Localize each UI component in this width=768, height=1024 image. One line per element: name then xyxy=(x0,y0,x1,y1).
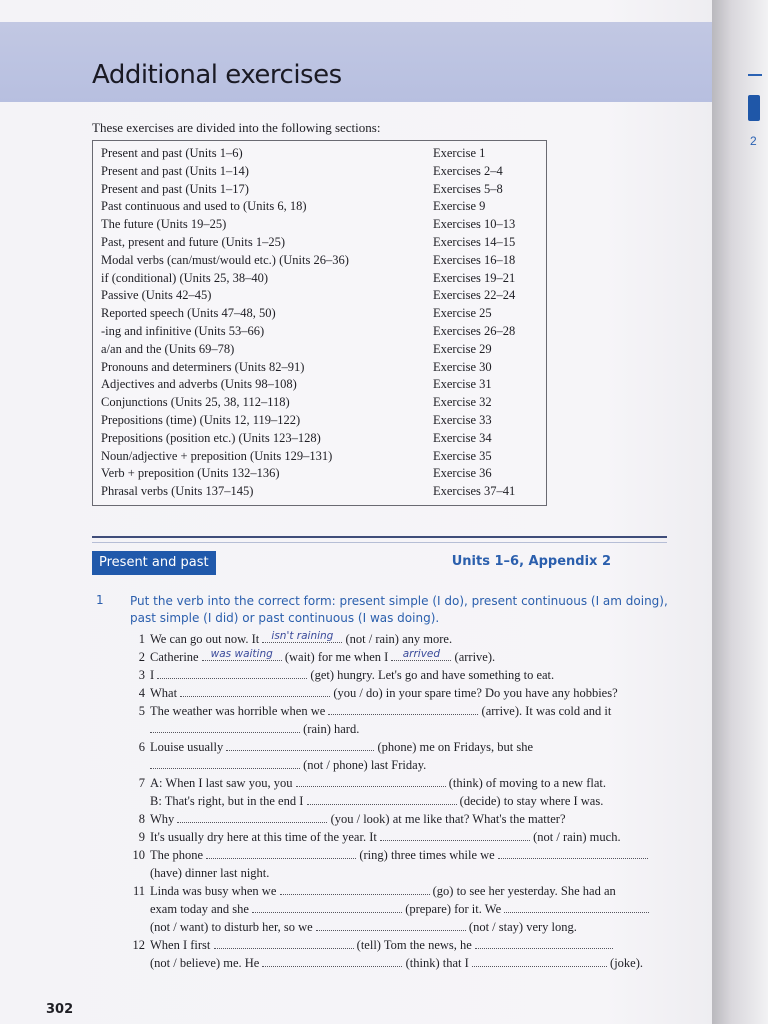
section-row xyxy=(101,180,538,198)
question-text: (arrive). xyxy=(451,650,496,664)
question-text: I xyxy=(150,668,158,682)
question-text: (think) that I xyxy=(402,956,472,970)
answer-blank[interactable] xyxy=(150,756,300,769)
section-exercises: Exercises 10–13 xyxy=(433,217,516,232)
page-title: Additional exercises xyxy=(92,60,342,90)
section-row xyxy=(101,340,538,358)
page-number: 302 xyxy=(46,1002,74,1017)
exercise-line xyxy=(110,720,670,738)
section-exercises: Exercise 34 xyxy=(433,430,492,445)
section-exercises: Exercises 2–4 xyxy=(433,163,503,178)
question-text: (get) hungry. Let's go and have something to eat. xyxy=(307,668,555,682)
section-divider xyxy=(92,536,667,538)
question-text: (go) to see her yesterday. She had an xyxy=(429,884,616,898)
question-text: Linda was busy when we xyxy=(150,884,280,898)
question-text: (phone) me on Fridays, but she xyxy=(374,740,534,754)
question-text: What xyxy=(150,686,181,700)
edge-number: 2 xyxy=(750,134,757,148)
question-text: (tell) Tom the news, he xyxy=(353,938,475,952)
sections-table xyxy=(92,140,547,506)
section-row xyxy=(101,251,538,269)
question-number: 6 xyxy=(138,740,145,754)
section-label: Conjunctions (Units 25, 38, 112–118) xyxy=(101,395,290,410)
section-exercises: Exercises 14–15 xyxy=(433,235,516,249)
answer-blank[interactable] xyxy=(296,774,446,787)
question-text: Louise usually xyxy=(150,740,227,754)
answer-blank[interactable] xyxy=(498,846,648,859)
section-label: -ing and infinitive (Units 53–66) xyxy=(101,324,265,338)
question-number: 7 xyxy=(138,776,145,790)
section-exercises: Exercise 30 xyxy=(433,359,492,374)
section-row xyxy=(101,464,538,482)
section-label: Present and past (Units 1–14) xyxy=(101,163,249,178)
section-label: a/an and the (Units 69–78) xyxy=(101,341,235,356)
exercise-line xyxy=(110,684,670,702)
section-label: Reported speech (Units 47–48, 50) xyxy=(101,306,276,321)
section-exercises: Exercises 26–28 xyxy=(433,324,516,338)
question-text: (think) of moving to a new flat. xyxy=(445,776,606,790)
question-number: 1 xyxy=(138,632,145,646)
page-edge xyxy=(712,0,768,1024)
section-label: Modal verbs (can/must/would etc.) (Units 26–36) xyxy=(101,252,349,267)
intro-text: These exercises are divided into the following sections: xyxy=(92,120,381,135)
section-exercises: Exercises 5–8 xyxy=(433,181,503,196)
question-text: (you / do) in your spare time? Do you have any hobbies? xyxy=(330,686,618,700)
answer-blank[interactable] xyxy=(202,648,282,661)
section-exercises: Exercise 1 xyxy=(433,146,486,160)
answer-blank[interactable] xyxy=(475,936,613,949)
handwritten-answer: was waiting xyxy=(210,648,273,660)
question-number: 10 xyxy=(132,848,145,862)
answer-blank[interactable] xyxy=(150,720,300,733)
answer-blank[interactable] xyxy=(316,918,466,931)
edge-mark xyxy=(748,74,762,76)
exercise-line xyxy=(110,918,670,936)
answer-blank[interactable] xyxy=(472,954,607,967)
exercise-line xyxy=(110,630,670,648)
exercise-line xyxy=(110,648,670,666)
section-exercises: Exercise 36 xyxy=(433,466,492,481)
section-row xyxy=(101,429,538,447)
answer-blank[interactable] xyxy=(252,900,402,913)
section-label: Pronouns and determiners (Units 82–91) xyxy=(101,359,305,374)
section-label: Prepositions (position etc.) (Units 123–128) xyxy=(101,430,321,445)
section-label: The future (Units 19–25) xyxy=(101,217,227,232)
exercise-line xyxy=(110,810,670,828)
question-text: The weather was horrible when we xyxy=(150,704,329,718)
section-divider-light xyxy=(92,542,667,543)
section-exercises: Exercises 19–21 xyxy=(433,270,516,285)
section-exercises: Exercise 9 xyxy=(433,199,486,214)
exercise-line xyxy=(110,954,670,972)
exercise-line xyxy=(110,738,670,756)
section-label: Present and past (Units 1–6) xyxy=(101,146,243,160)
section-row xyxy=(101,482,538,500)
section-label: Phrasal verbs (Units 137–145) xyxy=(101,484,254,499)
question-text: Why xyxy=(150,812,178,826)
section-row xyxy=(101,286,538,304)
exercise-line xyxy=(110,774,670,792)
section-row xyxy=(101,411,538,429)
question-text: It's usually dry here at this time of the year. It xyxy=(150,830,380,844)
section-label: Prepositions (time) (Units 12, 119–122) xyxy=(101,413,301,427)
exercise-line xyxy=(110,936,670,954)
question-number: 4 xyxy=(138,686,145,700)
exercise-line xyxy=(110,846,670,864)
question-number: 11 xyxy=(132,884,145,898)
question-text: (not / phone) last Friday. xyxy=(300,758,427,772)
exercise-line xyxy=(110,666,670,684)
question-text: (prepare) for it. We xyxy=(402,902,505,916)
question-text: (wait) for me when I xyxy=(281,650,392,664)
handwritten-answer: arrived xyxy=(402,648,441,660)
question-text: (you / look) at me like that? What's the matter? xyxy=(327,812,566,826)
section-label: if (conditional) (Units 25, 38–40) xyxy=(101,270,268,285)
question-text: (not / rain) any more. xyxy=(342,632,453,646)
section-label: Adjectives and adverbs (Units 98–108) xyxy=(101,377,297,392)
answer-blank[interactable] xyxy=(262,954,402,967)
section-exercises: Exercises 16–18 xyxy=(433,252,516,267)
answer-blank[interactable] xyxy=(380,828,530,841)
question-text: (not / believe) me. He xyxy=(150,956,263,970)
section-row xyxy=(101,269,538,287)
question-text: We can go out now. It xyxy=(150,632,263,646)
section-row xyxy=(101,322,538,340)
question-text: (have) dinner last night. xyxy=(150,866,270,880)
section-row xyxy=(101,358,538,376)
answer-blank[interactable] xyxy=(180,684,330,697)
section-label: Past continuous and used to (Units 6, 18) xyxy=(101,199,307,214)
question-number: 2 xyxy=(138,650,145,664)
question-text: (arrive). It was cold and it xyxy=(478,704,612,718)
question-text: (not / rain) much. xyxy=(529,830,621,844)
question-text: A: When I last saw you, you xyxy=(150,776,296,790)
section-row xyxy=(101,393,538,411)
section-row xyxy=(101,375,538,393)
exercise-line xyxy=(110,900,670,918)
section-label: Verb + preposition (Units 132–136) xyxy=(101,466,280,481)
question-number: 8 xyxy=(138,812,145,826)
section-row xyxy=(101,144,538,162)
answer-blank[interactable] xyxy=(226,738,374,751)
answer-blank[interactable] xyxy=(214,936,354,949)
answer-blank[interactable] xyxy=(177,810,327,823)
section-heading: Present and past xyxy=(92,551,216,575)
exercise-line xyxy=(110,864,670,882)
answer-blank[interactable] xyxy=(328,702,478,715)
question-number: 12 xyxy=(132,938,145,952)
section-label: Present and past (Units 1–17) xyxy=(101,181,249,196)
exercise-number: 1 xyxy=(96,593,104,607)
answer-blank[interactable] xyxy=(391,648,451,661)
answer-blank[interactable] xyxy=(157,666,307,679)
question-number: 5 xyxy=(138,704,145,718)
question-text: (rain) hard. xyxy=(300,722,360,736)
question-text: B: That's right, but in the end I xyxy=(150,794,307,808)
answer-blank[interactable] xyxy=(262,630,342,643)
answer-blank[interactable] xyxy=(504,900,649,913)
section-exercises: Exercises 22–24 xyxy=(433,288,516,303)
question-text: (not / want) to disturb her, so we xyxy=(150,920,316,934)
section-exercises: Exercise 29 xyxy=(433,341,492,356)
exercise-line xyxy=(110,882,670,900)
exercise-line xyxy=(110,702,670,720)
section-label: Noun/adjective + preposition (Units 129–131) xyxy=(101,448,333,463)
question-number: 3 xyxy=(138,668,145,682)
exercise-instruction: Put the verb into the correct form: present simple (I do), present continuous (I am doing), past simple (I did) or past continuous (I was doing). xyxy=(130,594,668,625)
question-number: 9 xyxy=(138,830,145,844)
section-row xyxy=(101,197,538,215)
section-label: Past, present and future (Units 1–25) xyxy=(101,235,285,249)
answer-blank[interactable] xyxy=(280,882,430,895)
section-exercises: Exercises 37–41 xyxy=(433,484,516,499)
exercise-line xyxy=(110,756,670,774)
question-text: The phone xyxy=(150,848,207,862)
section-row xyxy=(101,304,538,322)
section-row xyxy=(101,215,538,233)
units-reference: Units 1–6, Appendix 2 xyxy=(451,554,611,569)
question-text: (not / stay) very long. xyxy=(465,920,577,934)
section-exercises: Exercise 32 xyxy=(433,395,492,410)
handwritten-answer: isn't raining xyxy=(271,630,334,642)
section-exercises: Exercise 31 xyxy=(433,377,492,392)
exercise-line xyxy=(110,792,670,810)
answer-blank[interactable] xyxy=(206,846,356,859)
question-text: (joke). xyxy=(606,956,644,970)
question-text: (decide) to stay where I was. xyxy=(456,794,604,808)
section-exercises: Exercise 35 xyxy=(433,448,492,463)
edge-tab xyxy=(748,95,760,121)
section-row xyxy=(101,162,538,180)
question-text: Catherine xyxy=(150,650,202,664)
section-label: Passive (Units 42–45) xyxy=(101,288,212,303)
question-text: (ring) three times while we xyxy=(356,848,498,862)
section-exercises: Exercise 33 xyxy=(433,413,492,427)
exercise-line xyxy=(110,828,670,846)
section-row xyxy=(101,447,538,465)
question-text: exam today and she xyxy=(150,902,253,916)
question-text: When I first xyxy=(150,938,214,952)
answer-blank[interactable] xyxy=(307,792,457,805)
section-exercises: Exercise 25 xyxy=(433,306,492,321)
section-row xyxy=(101,233,538,251)
